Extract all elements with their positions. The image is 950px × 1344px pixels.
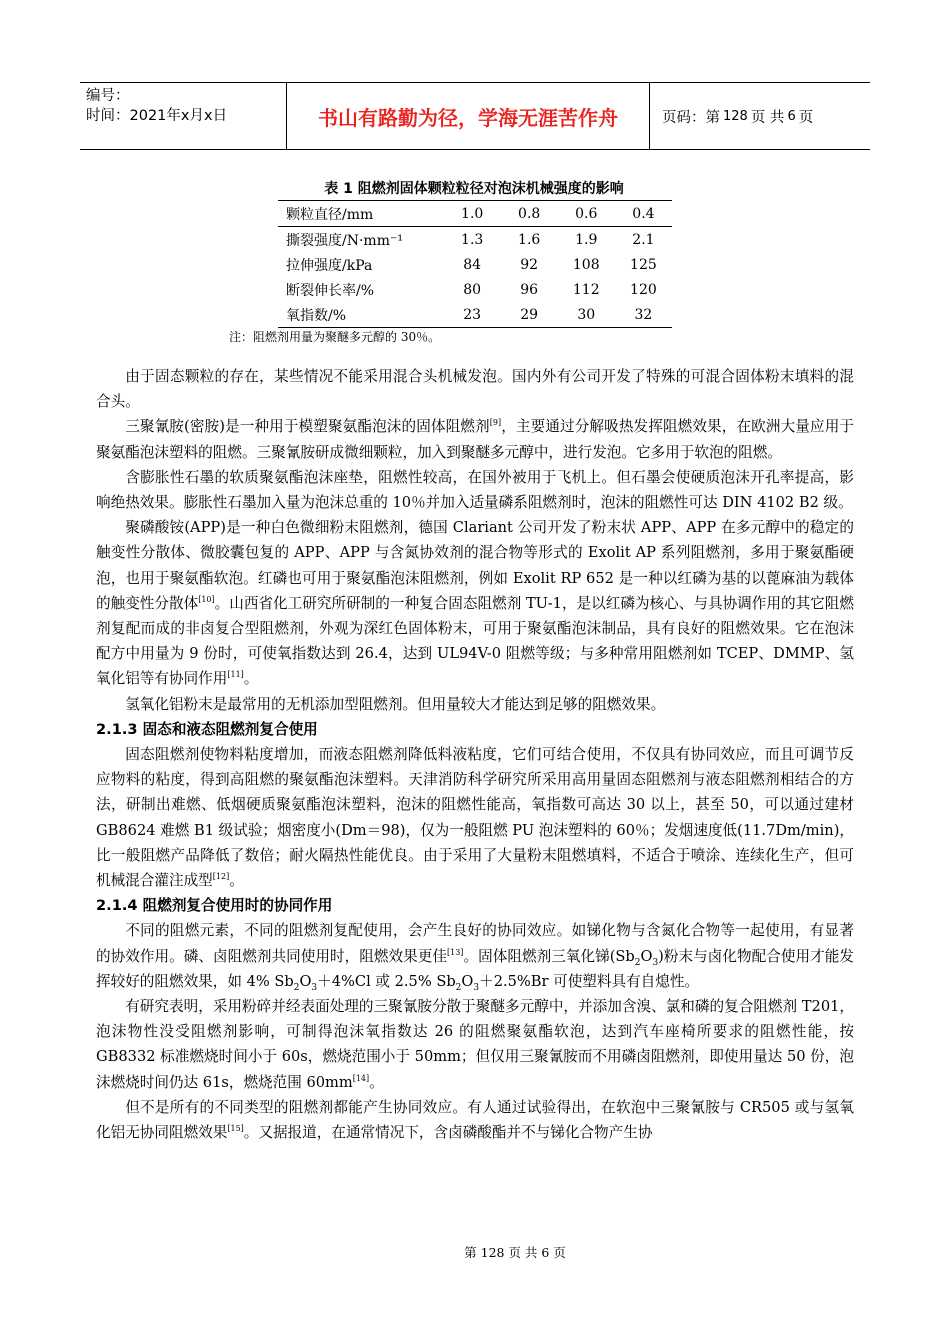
table-cell: 断裂伸长率/% <box>286 282 375 299</box>
table-row <box>278 302 672 328</box>
number-label: 编号： <box>86 88 130 104</box>
page-footer: 第 128 页 共 6 页 <box>464 1245 566 1260</box>
table-cell: 23 <box>463 306 482 323</box>
table-cell: 80 <box>463 281 482 298</box>
paragraph-text: ＋4%Cl 或 2.5% Sb <box>317 972 456 990</box>
table-note: 注：阻燃剂用量为聚醚多元醇的 30％。 <box>229 330 441 344</box>
page-total: 6 <box>787 108 796 124</box>
table-cell: 30 <box>577 306 596 323</box>
subscript: 2 <box>293 982 300 993</box>
citation: [14] <box>352 1073 370 1083</box>
page-suffix: 页 <box>798 109 814 126</box>
paragraph-text: ＋2.5%Br 可使塑料具有自熄性。 <box>479 972 700 990</box>
paragraph-text: ，主要通过分解吸热发挥阻燃效果，在欧洲大量应用于聚氨酯泡沫塑料的阻燃。三聚氰胺研成微细颗粒，加入到聚醚多元醇中，进行发泡。它多用于软泡的阻燃。 <box>96 418 855 461</box>
paragraph-text: 。 <box>369 1073 384 1091</box>
citation: [10] <box>198 594 215 604</box>
paragraph-text: 固态阻燃剂使物料粘度增加，而液态阻燃剂降低料液粘度，它们可结合使用，不仅具有协同效应，而且可调节反应物料的粘度，得到高阻燃的聚氨酯泡沫塑料。天津消防科学研究所采用高用量固态阻燃剂与液态阻燃剂相结合的方法，研制出难燃、低烟硬质聚氨酯泡沫塑料，泡沫的阻燃性能高，氧指数可高达 30 以上，甚至 50，可以通过建材 GB8624 难燃 B1 级试验；烟密度小(Dm＝98)，仅为一般阻燃 PU 泡沫塑料的 60％；发烟速度低(11.7Dm/min)，比一般阻燃产品降低了数倍；耐火隔热性能优良。由于采用了大量粉末阻燃填料，不适合于喷涂、连续化生产，但可机械混合灌注成型 <box>96 746 854 890</box>
table-cell: 氧指数/% <box>286 307 347 324</box>
subscript: 2 <box>455 982 462 993</box>
header-meta <box>80 83 286 149</box>
citation: [15] <box>227 1124 244 1134</box>
table-row <box>278 252 672 277</box>
subscript: 3 <box>311 982 318 993</box>
page-mid: 页 共 <box>750 109 785 126</box>
page-header <box>80 82 870 150</box>
table-cell: 撕裂强度/N·mm⁻¹ <box>286 232 403 249</box>
table-cell: 1.6 <box>518 231 541 248</box>
paragraph <box>96 515 854 691</box>
paragraph-text: 。固体阻燃剂三氧化锑(Sb <box>463 947 635 965</box>
citation: [11] <box>227 670 244 680</box>
table-cell: 29 <box>520 306 539 323</box>
paragraph-text: 由于固态颗粒的存在，某些情况不能采用混合头机械发泡。国内外有公司开发了特殊的可混合固体粉末填料的混合头。 <box>96 368 854 411</box>
table-cell: 112 <box>572 281 600 298</box>
paragraph-text: )粉末与卤化物配合使用才能发挥较好的阻燃效果，如 4% Sb <box>96 947 854 990</box>
table-cell: 32 <box>634 306 653 323</box>
header-motto: 书山有路勤为径，学海无涯苦作舟 <box>286 83 650 149</box>
paragraph-text: 。又据报道，在通常情况下，含卤磷酸酯并不与锑化合物产生协 <box>243 1124 653 1142</box>
document-body <box>96 364 854 1145</box>
paragraph-text: 含膨胀性石墨的软质聚氨酯泡沫座垫，阻燃性较高，在国外被用于飞机上。但石墨会使硬质泡沫开孔率提高，影响绝热效果。膨胀性石墨加入量为泡沫总重的 10％并加入适量磷系阻燃剂时，泡沫的阻燃性可达 DIN 4102 B2 级。 <box>96 468 854 512</box>
table-row <box>278 277 672 302</box>
paragraph-text: 不同的阻燃元素，不同的阻燃剂复配使用，会产生良好的协同效应。如锑化物与含氮化合物等一起使用，有显著的协效作用。磷、卤阻燃剂共同使用时，阻燃效果更佳 <box>96 922 854 965</box>
subscript: 3 <box>473 982 480 993</box>
table-cell: 125 <box>630 256 657 273</box>
section-heading: 2.1.3 固态和液态阻燃剂复合使用 <box>96 720 318 738</box>
paragraph-text: O <box>640 947 653 965</box>
table-cell: 108 <box>572 256 600 273</box>
table-section <box>0 178 950 344</box>
subscript: 2 <box>634 957 641 968</box>
table-cell: 84 <box>463 256 482 273</box>
paragraph-text: 。山西省化工研究所研制的一种复合固态阻燃剂 TU-1，是以红磷为核心、与具协调作用的其它阻燃剂复配而成的非卤复合型阻燃剂，外观为深红色固体粉末，可用于聚氨酯泡沫制品，具有良好的阻燃效果。它在泡沫配方中用量为 9 份时，可使氧指数达到 26.4，达到 UL94V-0 阻燃等级；与多种常用阻燃剂如 TCEP、DMMP、氢氧化铝等有协同作用 <box>96 594 854 688</box>
table-title: 表 1 阻燃剂固体颗粒粒径对泡沫机械强度的影响 <box>324 181 624 197</box>
table-header-row <box>278 201 672 227</box>
paragraph <box>96 1095 854 1145</box>
paragraph-text: 聚磷酸铵(APP)是一种白色微细粉末阻燃剂，德国 Clariant 公司开发了粉末状 APP、APP 在多元醇中的稳定的触变性分散体、微胶囊包复的 APP、APP 与含氮协效剂的混合物等形式的 Exolit AP 系列阻燃剂，多用于聚氨酯硬泡，也用于聚氨酯软泡。红磷也可用于聚氨酯泡沫阻燃剂，例如 Exolit RP 652 是一种以红磷为基的以蓖麻油为载体的触变性分散体 <box>96 519 854 612</box>
citation: [12] <box>212 872 230 882</box>
table-header-cell: 0.8 <box>518 205 541 222</box>
table-cell: 1.9 <box>575 231 598 248</box>
table-header-cell: 0.4 <box>632 205 655 222</box>
page-number: 128 <box>723 108 748 124</box>
table-row <box>278 227 672 253</box>
paragraph-text: O <box>299 972 312 990</box>
table-cell: 120 <box>630 281 657 298</box>
section-heading: 2.1.4 阻燃剂复合使用时的协同作用 <box>96 897 333 915</box>
paragraph <box>96 742 854 893</box>
paragraph-text: 。 <box>243 670 259 688</box>
page-prefix: 页码：第 <box>662 109 720 126</box>
paragraph-text: 氢氧化铝粉末是最常用的无机添加型阻燃剂。但用量较大才能达到足够的阻燃效果。 <box>125 695 666 713</box>
paragraph-text: O <box>461 972 474 990</box>
paragraph <box>96 918 854 994</box>
paragraph <box>96 692 854 717</box>
paragraph <box>96 465 854 515</box>
citation: [13] <box>447 947 464 957</box>
paragraph-text: 有研究表明，采用粉碎并经表面处理的三聚氰胺分散于聚醚多元醇中，并添加含溴、氯和磷的复合阻燃剂 T201，泡沫物性没受阻燃剂影响，可制得泡沫氧指数达 26 的阻燃聚氨酯软泡，达到汽车座椅所要求的阻燃性能，按 GB8332 标准燃烧时间小于 60s，燃烧范围小于 50mm；但仅用三聚氰胺而不用磷卤阻燃剂，即使用量达 50 份，泡沫燃烧时间仍达 61s，燃烧范围 60mm <box>96 998 854 1091</box>
paragraph-text: 但不是所有的不同类型的阻燃剂都能产生协同效应。有人通过试验得出，在软泡中三聚氰胺与 CR505 或与氢氧化铝无协同阻燃效果 <box>96 1098 854 1142</box>
time-label: 时间：2021年x月x日 <box>86 108 228 124</box>
table-cell: 拉伸强度/kPa <box>286 257 373 274</box>
paragraph-text: 。 <box>229 872 244 890</box>
table-header-cell: 颗粒直径/mm <box>286 206 374 223</box>
paragraph-text: 三聚氰胺(密胺)是一种用于模塑聚氨酯泡沫的固体阻燃剂 <box>125 418 490 436</box>
subscript: 3 <box>652 957 659 968</box>
paragraph <box>96 994 854 1095</box>
table-header-cell: 1.0 <box>461 205 484 222</box>
table-cell: 96 <box>520 281 539 298</box>
data-table <box>278 200 672 328</box>
table-header-cell: 0.6 <box>575 205 598 222</box>
paragraph <box>96 364 854 414</box>
paragraph <box>96 414 854 464</box>
citation: [9] <box>489 418 502 428</box>
table-cell: 2.1 <box>632 231 655 248</box>
table-cell: 1.3 <box>461 231 484 248</box>
table-cell: 92 <box>520 256 539 273</box>
header-page-info <box>650 83 870 149</box>
